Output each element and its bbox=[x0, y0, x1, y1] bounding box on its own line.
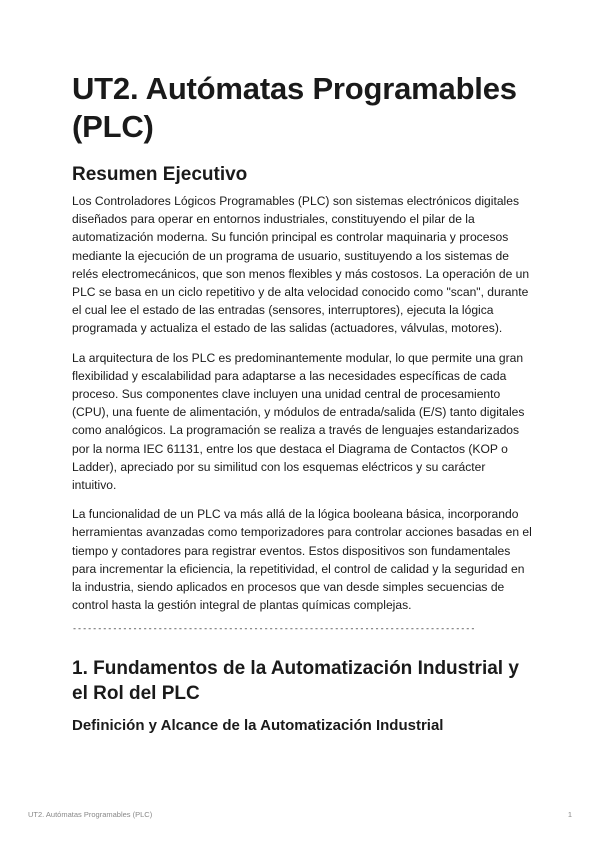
summary-heading: Resumen Ejecutivo bbox=[72, 164, 248, 185]
summary-paragraph-3: La funcionalidad de un PLC va más allá de la lógica booleana básica, incorporando herramientas avanzadas como temporizadores para controlar acciones basadas en el tiempo y contadores para registrar eventos. Estos dispositivos son fundamentales para incrementar la eficiencia, la repetitividad, el control de calidad y la seguridad en la industria, siendo aplicados en procesos que van desde simples secuencias de control hasta la gestión integral de plantas químicas complejas. bbox=[72, 507, 532, 613]
page-footer bbox=[28, 810, 572, 819]
summary-paragraph-1: Los Controladores Lógicos Programables (PLC) son sistemas electrónicos digitales diseñados para operar en entornos industriales, constituyendo el pilar de la automatización moderna. Su función principal es controlar maquinaria y procesos mediante la ejecución de un programa de usuario, sustituyendo a los sistemas de relés electromecánicos, que son menos flexibles y más costosos. La operación de un PLC se basa en un ciclo repetitivo y de alta velocidad conocido como "scan", durante el cual lee el estado de las entradas (sensores, interruptores), ejecuta la lógica programada y actualiza el estado de las salidas (actuadores, válvulas, motores). bbox=[72, 194, 530, 336]
page-number: 1 bbox=[567, 810, 572, 819]
section-divider: -------------------------------------------------------------------------------- bbox=[72, 623, 476, 634]
summary-paragraph-2: La arquitectura de los PLC es predominantemente modular, lo que permite una gran flexibilidad y escalabilidad para adaptarse a las necesidades específicas de cada proceso. Sus componentes clave incluyen una unidad central de procesamiento (CPU), una fuente de alimentación, y módulos de entrada/salida (E/S) tanto digitales como analógicos. La programación se realiza a través de lenguajes estandarizados por la norma IEC 61131, entre los que destaca el Diagrama de Contactos (KOP o Ladder), apreciado por su similitud con los esquemas eléctricos y su carácter intuitivo. bbox=[72, 350, 525, 493]
document-title: UT2. Autómatas Programables (PLC) bbox=[72, 71, 517, 144]
section-heading: 1. Fundamentos de la Automatización Industrial y el Rol del PLC bbox=[72, 658, 519, 705]
subsection-heading: Definición y Alcance de la Automatización Industrial bbox=[72, 717, 444, 735]
footer-title: UT2. Autómatas Programables (PLC) bbox=[28, 810, 153, 819]
document-page bbox=[72, 70, 532, 736]
